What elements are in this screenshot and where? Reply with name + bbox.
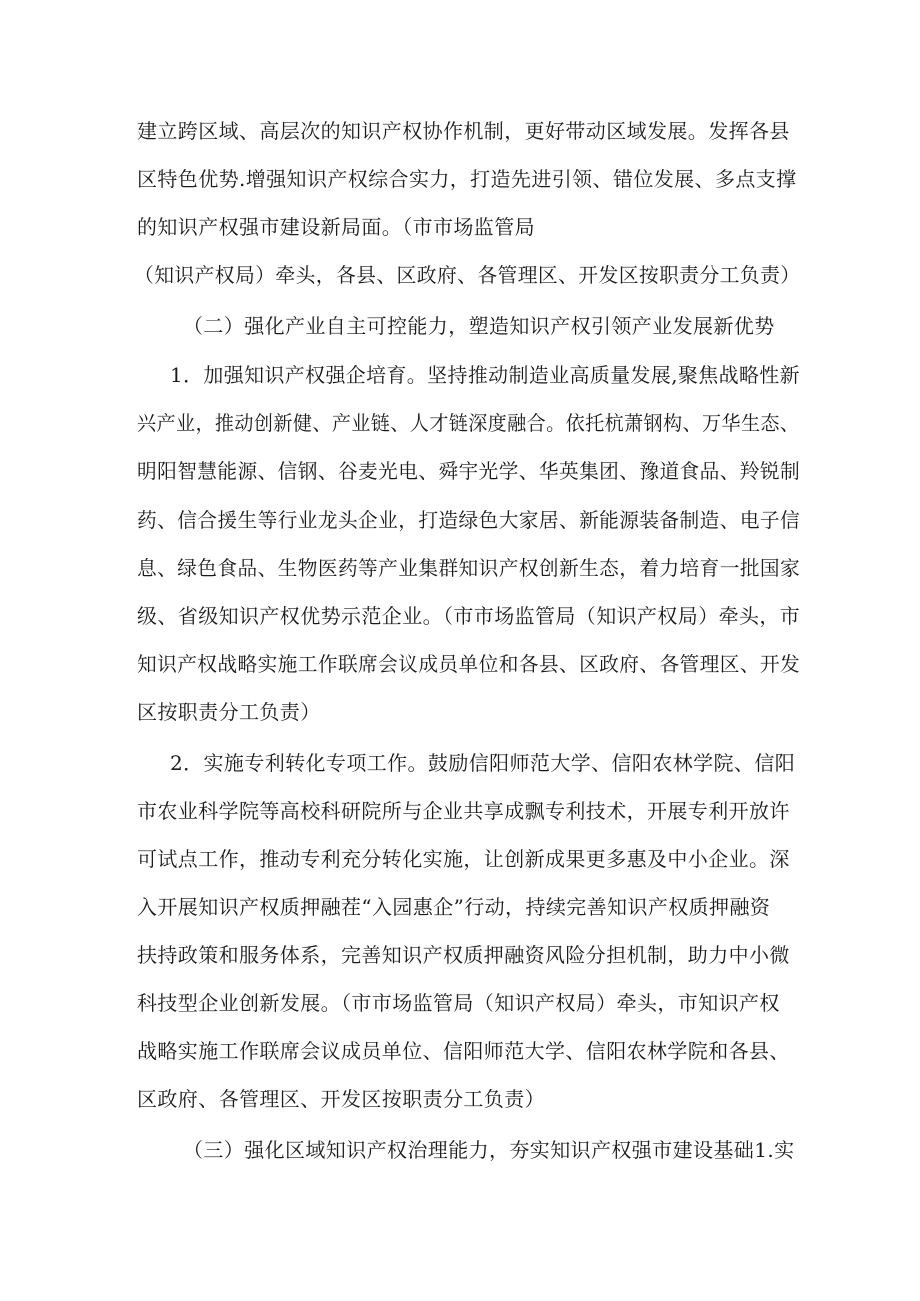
subsection-heading-line: 1．加强知识产权强企培育。坚持推动制造业高质量发展,聚焦战略性新 xyxy=(170,363,800,387)
body-text-line: 药、信合援生等行业龙头企业，打造绿色大家居、新能源装备制造、电子信 xyxy=(137,508,801,532)
body-text-line: 级、省级知识产权优势示范企业。（市市场监管局（知识产权局）牵头，市 xyxy=(137,604,801,628)
body-text-line: 息、绿色食品、生物医药等产业集群知识产权创新生态，着力培育一批国家 xyxy=(137,556,801,580)
body-text-line: 的知识产权强市建设新局面。（市市场监管局 xyxy=(137,215,535,239)
body-text-line: 可试点工作，推动专利充分转化实施，让创新成果更多惠及中小企业。深 xyxy=(137,847,790,871)
body-text-line: 入开展知识产权质押融茬“入园惠企”行动，持续完善知识产权质押融资 xyxy=(137,895,771,919)
body-text-line: （知识产权局）牵头，各县、区政府、各管理区、开发区按职责分工负责） xyxy=(134,263,801,287)
section-heading: （三）强化区域知识产权治理能力，夯实知识产权强市建设基础1.实 xyxy=(183,1138,795,1162)
body-text-line: 建立跨区域、高层次的知识产权协作机制，更好带动区域发展。发挥各县 xyxy=(137,119,790,143)
body-text-line: 知识产权战略实施工作联席会议成员单位和各县、区政府、各管理区、开发 xyxy=(137,652,801,676)
body-text-line: 科技型企业创新发展。（市市场监管局（知识产权局）牵头，市知识产权 xyxy=(137,991,780,1015)
section-heading: （二）强化产业自主可控能力，塑造知识产权引领产业发展新优势 xyxy=(183,314,775,338)
body-text-line: 区按职责分工负责） xyxy=(137,700,321,724)
subsection-heading-line: 2．实施专利转化专项工作。鼓励信阳师范大学、信阳农林学院、信阳 xyxy=(170,751,796,775)
body-text-line: 区政府、各管理区、开发区按职责分工负责） xyxy=(137,1087,545,1111)
body-text-line: 市农业科学院等高校科研院所与企业共享成飘专利技术，开展专利开放许 xyxy=(137,799,790,823)
body-text-line: 扶持政策和服务体系，完善知识产权质押融资风险分担机制，助力中小微 xyxy=(137,943,790,967)
body-text-line: 区特色优势.增强知识产权综合实力，打造先进引领、错位发展、多点支撑 xyxy=(137,167,797,191)
body-text-line: 战略实施工作联席会议成员单位、信阳师范大学、信阳农林学院和各县、 xyxy=(137,1039,790,1063)
body-text-line: 兴产业，推动创新健、产业链、人才链深度融合。依托杭萧钢构、万华生态、 xyxy=(137,411,800,435)
body-text-line: 明阳智慧能源、信钢、谷麦光电、舜宇光学、华英集团、豫道食品、羚锐制 xyxy=(137,459,801,483)
